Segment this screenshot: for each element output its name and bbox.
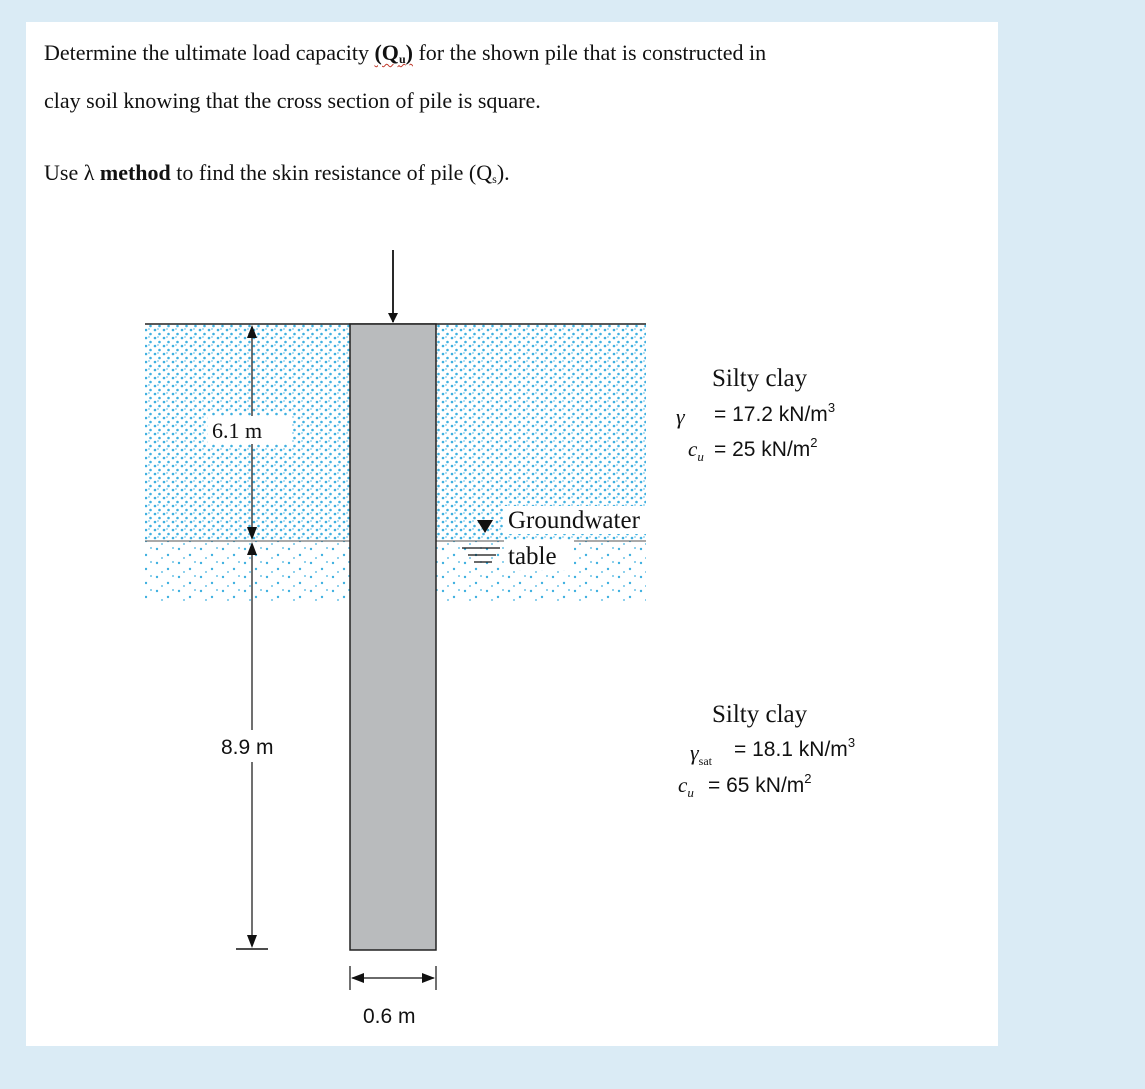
pile xyxy=(350,324,436,950)
question-line-1: Determine the ultimate load capacity $(Q_u)$ for the shown pile that is constructed in xyxy=(44,40,767,66)
top-thickness-label: 6.1 m xyxy=(212,418,263,443)
layer1-properties xyxy=(676,365,835,464)
layer2-properties xyxy=(678,701,855,800)
bottom-thickness-label: 8.9 m xyxy=(221,736,274,759)
qu-symbol: $(Q_u)$ xyxy=(374,40,413,66)
layer2-cu-value: = 65 $kN/m^2$ xyxy=(708,771,812,797)
layer1-gamma-value: = 17.2 $kN/m^3$ xyxy=(714,400,836,426)
layer2-cu-symbol: $c_u$ xyxy=(678,773,694,800)
pile-width-label: 0.6 m xyxy=(363,1005,416,1028)
groundwater-label-line1: Groundwater xyxy=(508,507,640,534)
question-line-3: Use λ method to find the skin resistance of pile $(Q_s)$. xyxy=(44,160,510,186)
layer1-cu-value: = 25 $kN/m^2$ xyxy=(714,435,818,461)
groundwater-label-line2: table xyxy=(508,543,557,570)
question-line-2: clay soil knowing that the cross section of pile is square. xyxy=(44,88,541,113)
pile-width-dimension xyxy=(350,966,436,990)
layer1-gamma-symbol: γ xyxy=(676,404,685,429)
layer1-cu-symbol: $c_u$ xyxy=(688,437,704,464)
layer2-gamma-value: = 18.1 $kN/m^3$ xyxy=(734,735,856,761)
bottom-soil-left xyxy=(145,541,350,603)
layer1-name: Silty clay xyxy=(712,365,808,392)
layer2-name: Silty clay xyxy=(712,701,808,728)
layer2-gamma-symbol: $\gamma_{sat}$ xyxy=(690,740,713,768)
